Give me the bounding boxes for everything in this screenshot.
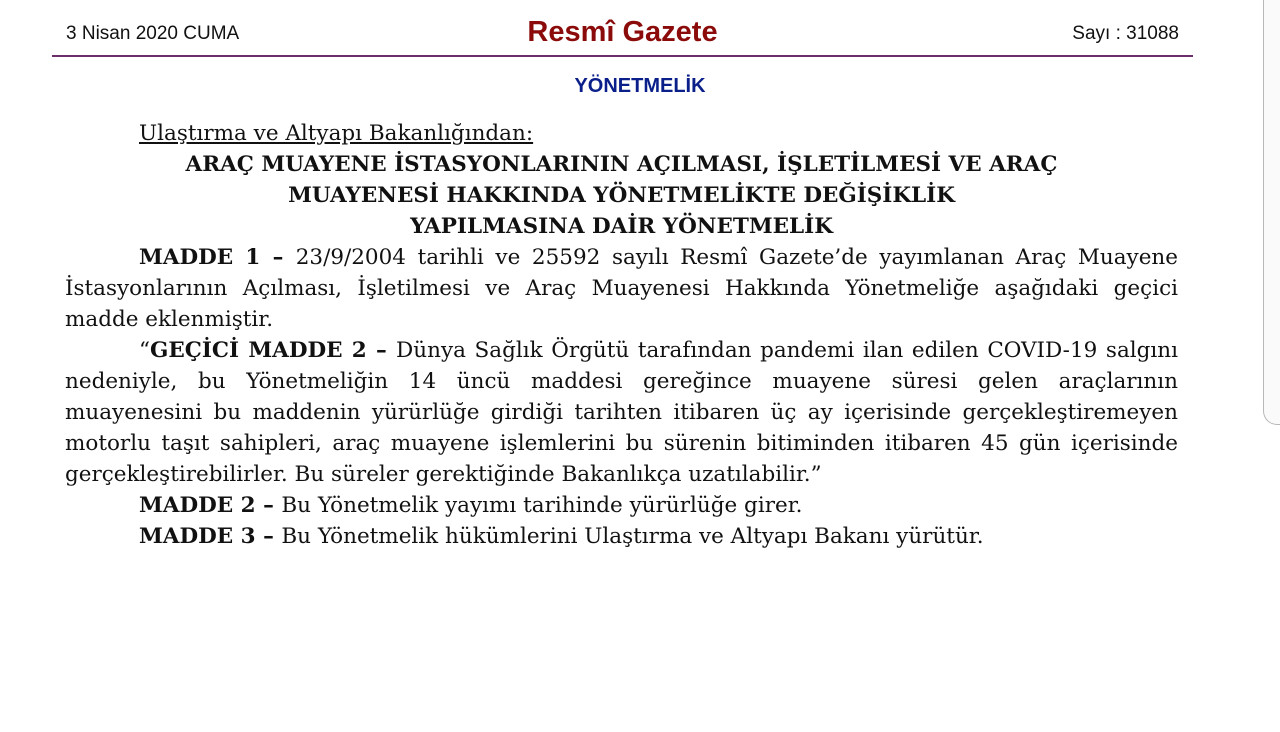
section-label: YÖNETMELİK xyxy=(574,75,706,97)
regulation-body xyxy=(65,118,1178,552)
article-text: Bu Yönetmelik yayımı tarihinde yürürlüğe girer. xyxy=(281,493,803,518)
article-text: Dünya Sağlık Örgütü tarafından pandemi ilan edilen COVID-19 salgını nedeniyle, bu Yönetmeliğin 14 üncü maddesi gereğince muayene süresi gelen araçlarının muayenesini bu maddenin yürürlüğe girdiği tarihten itibaren üç ay içerisinde gerçekleştiremeyen motorlu taşıt sahipleri, araç muayene işlemlerini bu sürenin bitiminden itibaren 45 gün içerisinde gerçekleştirebilirler. Bu süreler gerektiğinde Bakanlıkça uzatılabilir.” xyxy=(65,338,1178,487)
ministry-name: Ulaştırma ve Altyapı Bakanlığından: xyxy=(139,121,534,146)
article-open-quote: “ xyxy=(139,338,150,363)
article-dash: – xyxy=(260,245,296,270)
article-dash: – xyxy=(366,338,397,363)
scrollbar-edge[interactable] xyxy=(1263,0,1280,425)
article-paragraph xyxy=(65,490,1178,521)
article-paragraph xyxy=(65,521,1178,552)
article-paragraph xyxy=(65,335,1178,490)
article-label: GEÇİCİ MADDE 2 xyxy=(150,338,367,363)
regulation-title-line: ARAÇ MUAYENE İSTASYONLARININ AÇILMASI, İŞLETİLMESİ VE ARAÇ xyxy=(185,152,1058,177)
regulation-title-line: YAPILMASINA DAİR YÖNETMELİK xyxy=(410,214,833,239)
issue-date: 3 Nisan 2020 CUMA xyxy=(66,23,240,44)
article-label: MADDE 1 xyxy=(139,245,261,270)
issue-number: Sayı : 31088 xyxy=(1072,23,1179,44)
regulation-title-line: MUAYENESİ HAKKINDA YÖNETMELİKTE DEĞİŞİKLİK xyxy=(288,183,955,208)
article-dash: – xyxy=(255,524,282,549)
article-label: MADDE 3 xyxy=(139,524,256,549)
article-dash: – xyxy=(255,493,282,518)
gazette-header xyxy=(52,14,1193,57)
gazette-title: Resmî Gazete xyxy=(527,16,718,48)
article-text: Bu Yönetmelik hükümlerini Ulaştırma ve Altyapı Bakanı yürütür. xyxy=(281,524,984,549)
article-text: 23/9/2004 tarihli ve 25592 sayılı Resmî Gazete’de yayımlanan Araç Muayene İstasyonlarının Açılması, İşletilmesi ve Araç Muayenesi Hakkında Yönetmeliğe aşağıdaki geçici madde eklenmiştir. xyxy=(65,245,1178,332)
article-paragraph xyxy=(65,242,1178,335)
ministry-line xyxy=(65,118,1178,149)
article-label: MADDE 2 xyxy=(139,493,256,518)
